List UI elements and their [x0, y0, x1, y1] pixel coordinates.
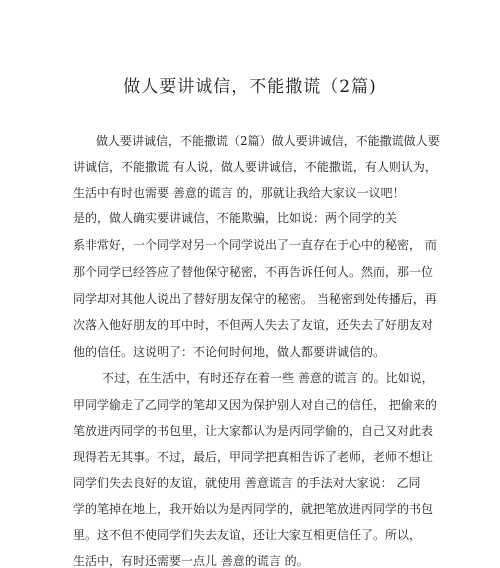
text-line: 甲同学偷走了乙同学的笔却又因为保护别人对自己的信任， 把偷来的: [73, 398, 437, 412]
text-line: 学的笔掉在地上，我开始以为是丙同学的，就把笔放进丙同学的书包: [73, 502, 434, 516]
text-line: 现得若无其事。不过，最后，甲同学把真相告诉了老师，老师不想让: [73, 450, 434, 464]
text-line: 不过，在生活中，有时还存在着一些 善意的谎言 的。比如说，: [102, 371, 434, 385]
text-line: 做人要讲诚信，不能撒谎（2篇）做人要讲诚信，不能撒谎做人要: [96, 134, 440, 148]
text-line: 生活中，有时还需要一点儿 善意的谎言 的。: [73, 554, 309, 568]
text-line: 生活中有时也需要 善意的谎言 的，那就让我给大家议一议吧！: [73, 186, 405, 200]
text-line: 系非常好，一个同学对另一个同学说出了一直存在于心中的秘密， 而: [73, 238, 437, 252]
text-line: 他的信任。这说明了：不论何时何地，做人都要讲诚信的。: [73, 345, 386, 359]
text-line: 笔放进丙同学的书包里，让大家都认为是丙同学偷的，自己又对此表: [73, 424, 434, 438]
document-title: 做人要讲诚信，不能撒谎（2篇): [123, 77, 377, 97]
text-line: 是的，做人确实要讲诚信，不能欺骗，比如说：两个同学的关: [73, 211, 398, 225]
text-line: 同学们失去良好的友谊，就使用 善意谎言 的手法对大家说： 乙同: [73, 476, 421, 490]
text-line: 讲诚信，不能撒谎 有人说，做人要讲诚信，不能撒谎，有人则认为，: [73, 160, 437, 174]
text-line: 同学却对其他人说出了替好朋友保守的秘密。 当秘密到处传播后，再: [73, 292, 437, 306]
text-line: 里。这不但不使同学们失去友谊，还让大家互相更信任了。所以，: [73, 528, 422, 542]
text-line: 那个同学已经答应了替他保守秘密，不再告诉任何人。然而，那一位: [73, 265, 434, 279]
text-line: 次落入他好朋友的耳中时，不但两人失去了友谊，还失去了好朋友对: [73, 318, 434, 332]
